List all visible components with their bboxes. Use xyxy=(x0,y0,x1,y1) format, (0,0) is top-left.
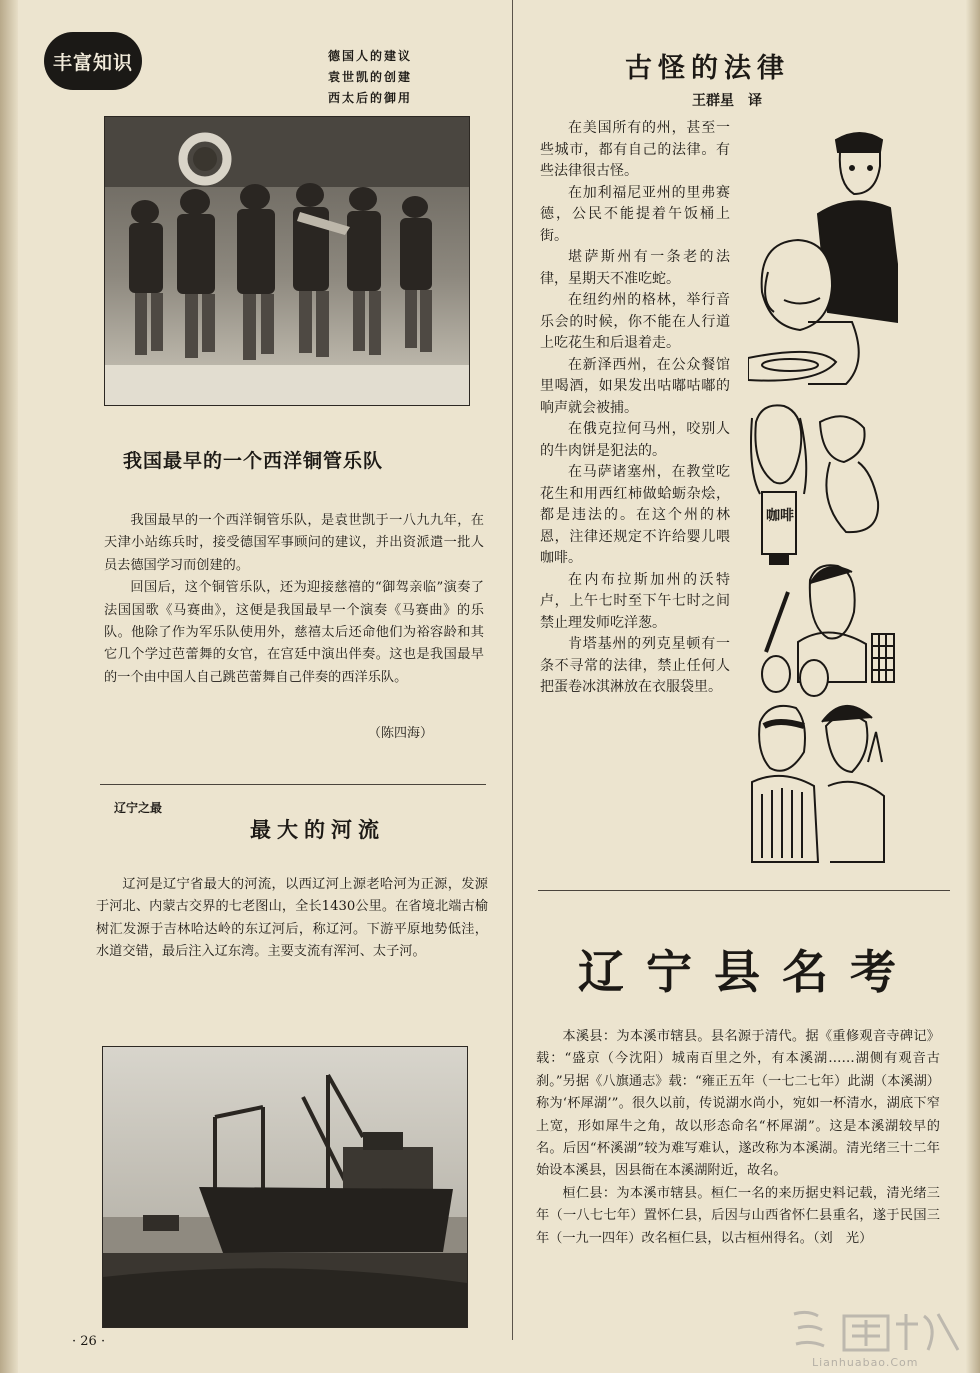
paragraph: 在马萨诸塞州，在教堂吃花生和用西红柿做蛤蛎杂烩，都是违法的。在这个州的林恩，注律还规定不许给婴儿喂咖啡。 xyxy=(540,464,730,566)
river-article-title: 最大的河流 xyxy=(250,818,385,842)
laws-article-title: 古怪的法律 xyxy=(625,53,790,84)
paragraph: 桓仁县：为本溪市辖县。桓仁一名的来历据史料记载，清光绪三年（一八七七年）置怀仁县，后因与山西省怀仁县重名，遂于民国三年（一九一四年）改名桓仁县，以古桓州得名。（刘 光） xyxy=(536,1185,940,1246)
teaser-lines xyxy=(328,46,412,109)
paragraph: 我国最早的一个西洋铜管乐队，是袁世凯于一八九九年，在天津小站练兵时，接受德国军事顾问的建议，并出资派遣一批人员去德国学习而创建的。 xyxy=(104,513,484,573)
paragraph: 在新泽西州，在公众餐馆里喝酒，如果发出咕嘟咕嘟的响声就会被捕。 xyxy=(540,356,730,416)
page-edge-right xyxy=(966,0,980,1373)
paragraph: 堪萨斯州有一条老的法律，星期天不准吃蛇。 xyxy=(540,249,730,287)
paragraph: 在纽约州的格林，举行音乐会的时候，你不能在人行道上吃花生和后退着走。 xyxy=(540,292,730,351)
teaser-line: 袁世凯的创建 xyxy=(328,70,413,84)
paragraph: 在内布拉斯加州的沃特卢，上午七时至下午七时之间禁止理发师吃洋葱。 xyxy=(540,571,730,631)
section-rule xyxy=(100,784,486,785)
laws-article-body xyxy=(540,118,730,699)
band-article-author: （陈四海） xyxy=(368,726,434,741)
page-number: · 26 · xyxy=(72,1334,106,1349)
river-kicker: 辽宁之最 xyxy=(114,801,163,815)
laws-cartoon xyxy=(748,122,898,872)
section-rule xyxy=(538,890,950,891)
ship-photo xyxy=(102,1046,468,1328)
paragraph: 辽河是辽宁省最大的河流，以西辽河上源老哈河为正源，发源于河北、内蒙古交界的七老图山，全长1430公里。在省境北端古榆树汇发源于吉林哈达岭的东辽河后，称辽河。下游平原地势低洼，水道交错，最后注入辽东湾。主要支流有浑河、太子河。 xyxy=(96,877,488,960)
river-article-body xyxy=(96,874,488,964)
laws-translator: 王群星 译 xyxy=(692,93,762,109)
teaser-line: 德国人的建议 xyxy=(328,49,413,63)
teaser-line: 西太后的御用 xyxy=(328,91,413,105)
paragraph: 本溪县：为本溪市辖县。县名源于清代。据《重修观音寺碑记》载：“盛京（今沈阳）城南百里之外，有本溪湖……湖侧有观音古刹。”另据《八旗通志》载：“雍正五年（一七二七年）此湖（本溪湖）称为‘杯犀湖’”。很久以前，传说湖水尚小，宛如一杯清水，湖底下窄上宽，形如犀牛之角，故以形态命名“杯犀湖”。这是本溪湖较早的名。后因“杯溪湖”较为难写难认，遂改称为本溪湖。清光绪三十二年始设本溪县，因县衙在本溪湖附近，故名。 xyxy=(536,1029,940,1179)
band-article-body xyxy=(104,510,484,689)
paragraph: 在俄克拉何马州，咬别人的牛肉饼是犯法的。 xyxy=(540,421,730,459)
column-badge: 丰富知识 xyxy=(44,32,142,90)
paragraph: 肯塔基州的列克星顿有一条不寻常的法律，禁止任何人把蛋卷冰淇淋放在衣服袋里。 xyxy=(540,636,730,695)
watermark-text: Lianhuabao.Com xyxy=(812,1356,919,1369)
brass-band-photo xyxy=(104,116,470,406)
column-divider xyxy=(512,0,513,1340)
county-article-title: 辽宁县名考 xyxy=(578,945,918,999)
page-edge-left xyxy=(0,0,18,1373)
watermark-logo xyxy=(788,1306,964,1356)
band-article-title: 我国最早的一个西洋铜管乐队 xyxy=(123,450,384,472)
county-article-body xyxy=(536,1026,940,1250)
coffee-sign-label: 咖啡 xyxy=(766,508,794,524)
paragraph: 在美国所有的州，甚至一些城市，都有自己的法律。有些法律很古怪。 xyxy=(540,120,730,179)
paragraph: 在加利福尼亚州的里弗赛德，公民不能提着午饭桶上街。 xyxy=(540,184,730,244)
paragraph: 回国后，这个铜管乐队，还为迎接慈禧的“御驾亲临”演奏了法国国歌《马赛曲》，这便是我国最早一个演奏《马赛曲》的乐队。他除了作为军乐队使用外，慈禧太后还命他们为裕容龄和其它几个学过芭蕾舞的女官，在宫廷中演出伴奏。这也是我国最早的一个由中国人自己跳芭蕾舞自己伴奏的西洋乐队。 xyxy=(104,580,484,685)
